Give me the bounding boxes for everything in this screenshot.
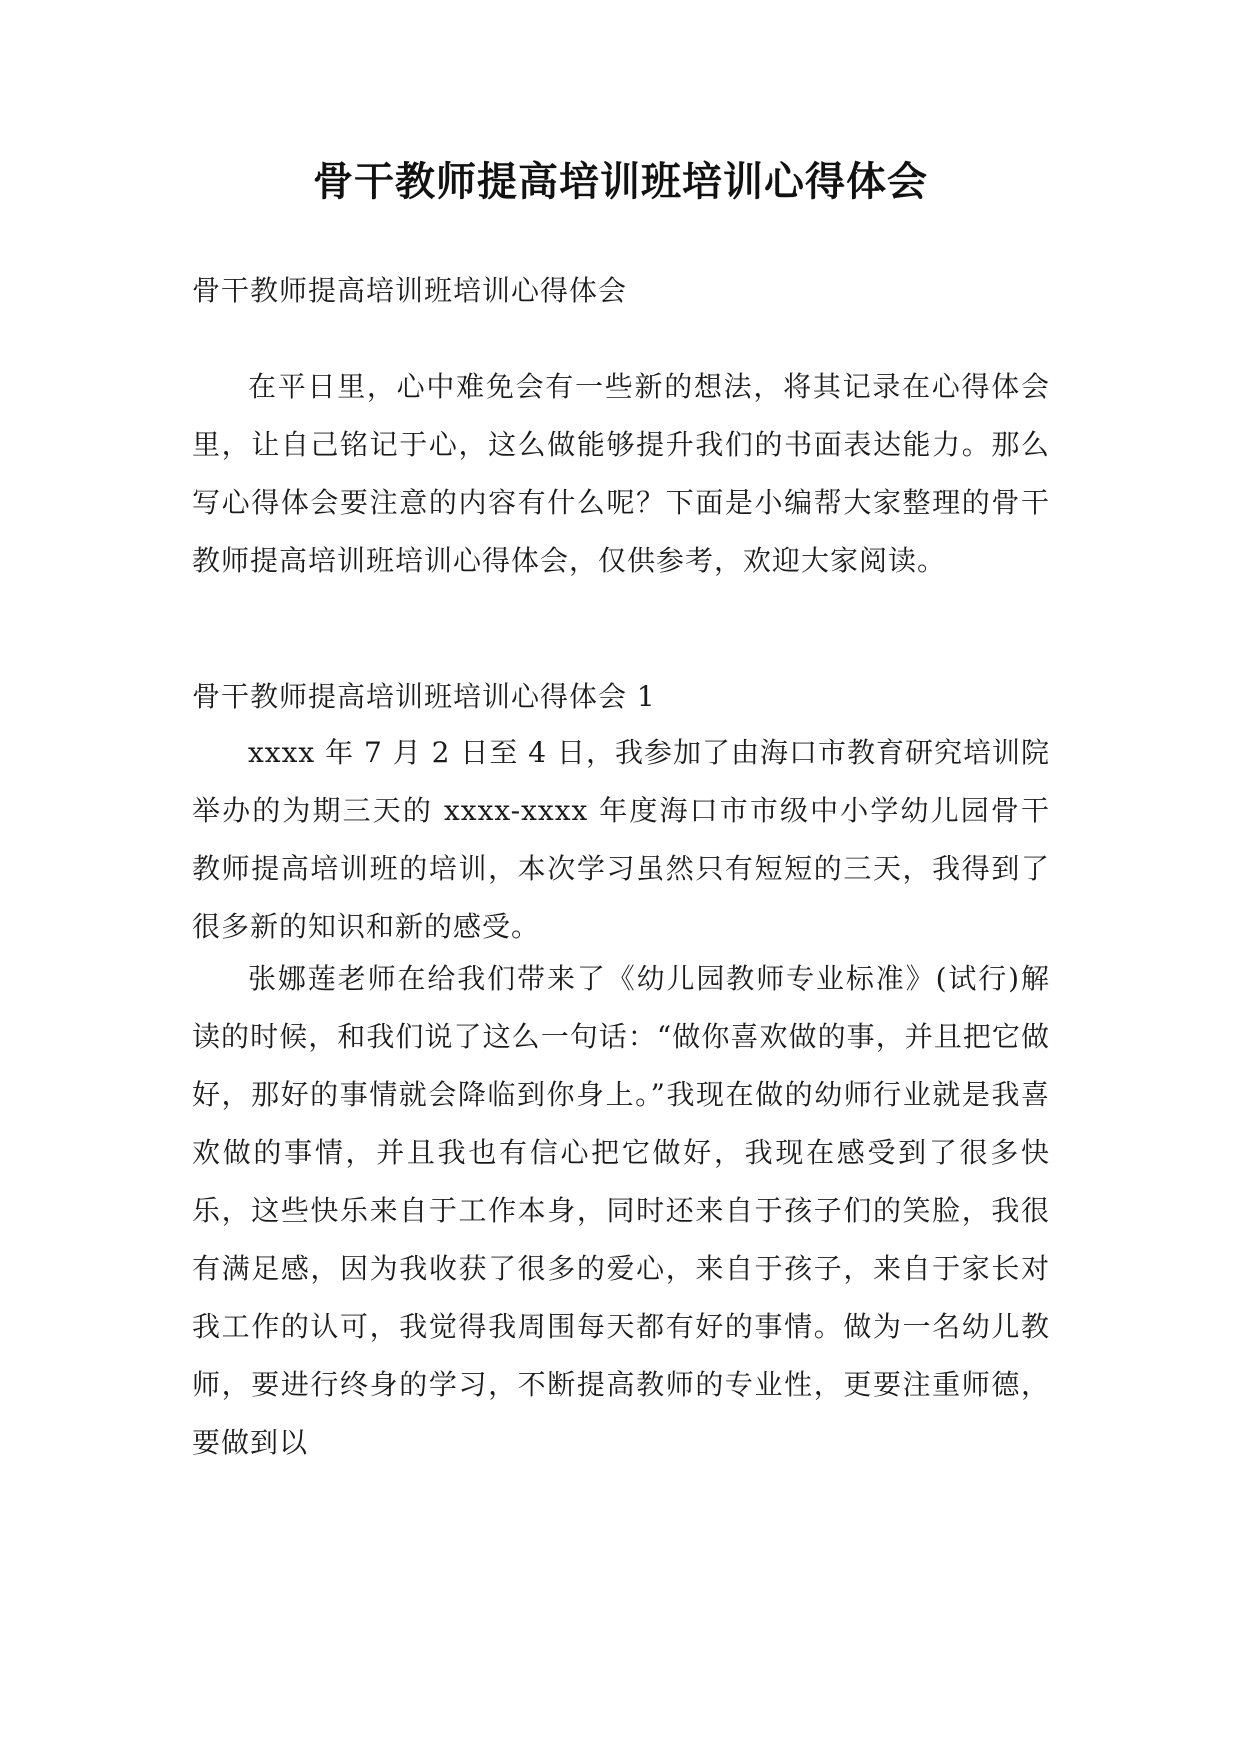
document-title: 骨干教师提高培训班培训心得体会: [313, 159, 928, 205]
document-subtitle: 骨干教师提高培训班培训心得体会: [192, 274, 628, 307]
body-paragraph: xxxx 年 7 月 2 日至 4 日，我参加了由海口市教育研究培训院举办的为期三天的 xxxx-xxxx 年度海口市市级中小学幼儿园骨干教师提高培训班的培训，本次学习虽然只有短短的三天，我得到了很多新的知识和新的感受。: [192, 736, 1050, 943]
section-heading: 骨干教师提高培训班培训心得体会 1: [192, 680, 656, 713]
intro-paragraph: 在平日里，心中难免会有一些新的想法，将其记录在心得体会里，让自己铭记于心，这么做能够提升我们的书面表达能力。那么写心得体会要注意的内容有什么呢？下面是小编帮大家整理的骨干教师提高培训班培训心得体会，仅供参考，欢迎大家阅读。: [192, 370, 1050, 577]
body-paragraph: 张娜莲老师在给我们带来了《幼儿园教师专业标准》(试行)解读的时候，和我们说了这么一句话：“做你喜欢做的事，并且把它做好，那好的事情就会降临到你身上。”我现在做的幼师行业就是我喜欢做的事情，并且我也有信心把它做好，我现在感受到了很多快乐，这些快乐来自于工作本身，同时还来自于孩子们的笑脸，我很有满足感，因为我收获了很多的爱心，来自于孩子，来自于家长对我工作的认可，我觉得我周围每天都有好的事情。做为一名幼儿教师，要进行终身的学习，不断提高教师的专业性，更要注重师德，要做到以: [192, 962, 1050, 1459]
